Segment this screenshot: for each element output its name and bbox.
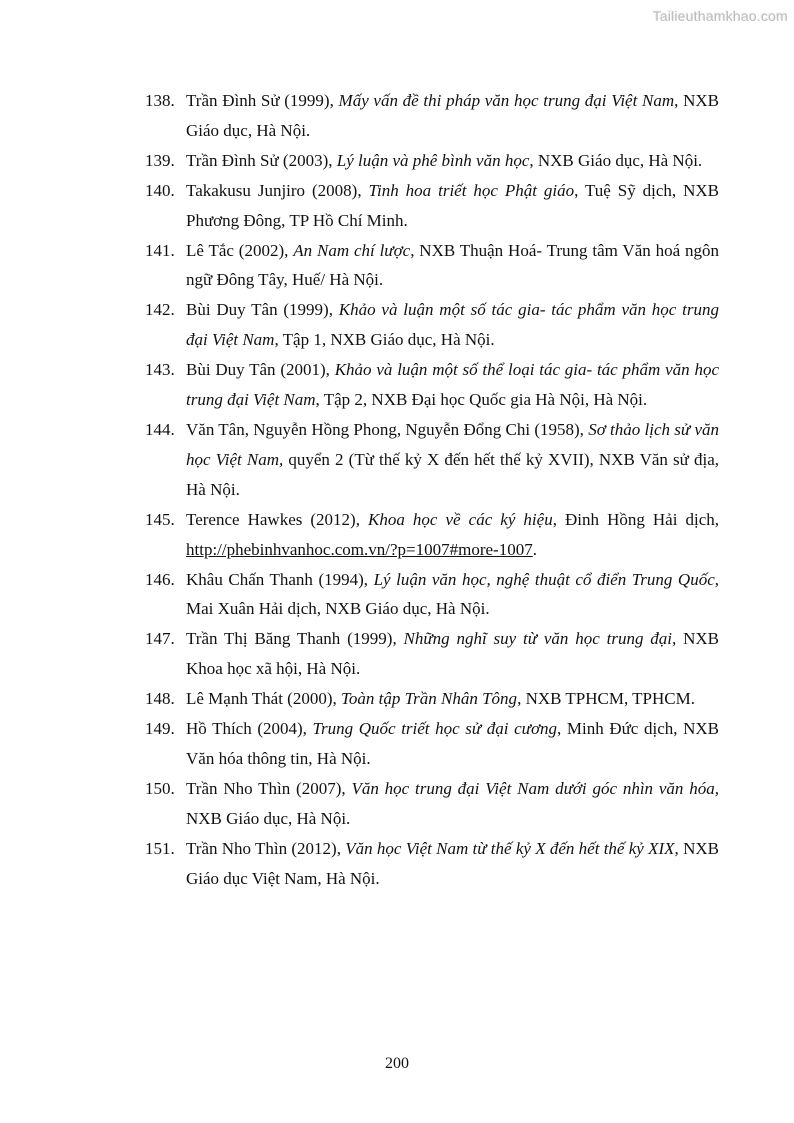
- reference-item: [145, 774, 719, 834]
- reference-item: [145, 295, 719, 355]
- reference-text-segment: Hồ Thích (2004),: [186, 719, 313, 739]
- reference-text-segment: Khâu Chấn Thanh (1994),: [186, 569, 374, 589]
- reference-number: 138.: [145, 91, 175, 110]
- reference-text-segment: , Mai Xuân Hải dịch, NXB Giáo dục, Hà Nội.: [186, 569, 719, 619]
- reference-number: 149.: [145, 719, 175, 739]
- page-number: 200: [385, 1055, 409, 1072]
- reference-number: 147.: [145, 629, 175, 649]
- reference-text-segment: Trần Đình Sử (1999),: [186, 91, 339, 110]
- reference-text-segment: Lê Mạnh Thát (2000),: [186, 689, 342, 709]
- reference-item: [145, 834, 719, 894]
- reference-text-segment: , NXB Giáo dục, Hà Nội.: [529, 150, 703, 170]
- reference-text-segment: , NXB Thuận Hoá- Trung tâm Văn hoá ngôn ngữ Đông Tây, Huế/ Hà Nội.: [186, 240, 719, 290]
- reference-item: [145, 565, 719, 625]
- reference-text-segment: Lý luận và phê bình văn học: [336, 150, 530, 170]
- reference-text-segment: NXB Giáo dục, Hà Nội.: [186, 808, 351, 828]
- reference-text-segment: Sơ thảo lịch sử văn học Việt Nam,: [186, 419, 719, 469]
- reference-url-link[interactable]: http://phebinhvanhoc.com.vn/?p=1007#more-1007: [186, 539, 533, 559]
- reference-text-segment: Takakusu Junjiro (2008),: [186, 180, 369, 200]
- reference-text-segment: , Tập 1, NXB Giáo dục, Hà Nội.: [274, 330, 495, 350]
- reference-item: [145, 236, 719, 296]
- reference-text-segment: Trần Nho Thìn (2012),: [186, 838, 346, 858]
- reference-text-segment: quyển 2 (Từ thế kỷ X đến hết thế kỷ XVII), NXB Văn sử địa, Hà Nội.: [186, 449, 719, 499]
- reference-text-segment: Toàn tập Trần Nhân Tông: [341, 689, 518, 709]
- reference-number: 145.: [145, 509, 175, 529]
- reference-text-segment: , Tập 2, NXB Đại học Quốc gia Hà Nội, Hà Nội.: [315, 390, 648, 410]
- reference-text-segment: Trần Nho Thìn (2007),: [186, 778, 352, 798]
- reference-text-segment: Trung Quốc triết học sử đại cương: [312, 719, 558, 739]
- reference-text-segment: .: [532, 539, 537, 559]
- reference-text-segment: An Nam chí lược: [293, 240, 411, 260]
- reference-text-segment: Lý luận văn học, nghệ thuật cổ điển Trung Quốc: [373, 569, 715, 589]
- reference-text-segment: Văn học trung đại Việt Nam dưới góc nhìn văn hóa,: [351, 778, 719, 798]
- reference-number: 143.: [145, 360, 175, 380]
- reference-number: 144.: [145, 419, 175, 439]
- reference-text-segment: Trần Thị Băng Thanh (1999),: [186, 629, 404, 649]
- reference-number: 141.: [145, 240, 175, 260]
- watermark: Tailieuthamkhao.com: [652, 8, 788, 24]
- reference-item: [145, 355, 719, 415]
- reference-text-segment: Bùi Duy Tân (1999),: [186, 300, 339, 320]
- reference-text-segment: Khoa học về các ký hiệu: [368, 509, 553, 529]
- reference-number: 139.: [145, 150, 175, 170]
- reference-text-segment: Khảo và luận một số tác gia- tác phẩm văn học trung đại Việt Nam: [186, 300, 719, 350]
- reference-text-segment: , NXB Giáo dục, Hà Nội.: [186, 91, 719, 140]
- reference-text-segment: Bùi Duy Tân (2001),: [186, 360, 335, 380]
- reference-text-segment: NXB Giáo dục Việt Nam, Hà Nội.: [186, 838, 719, 888]
- reference-text-segment: , Minh Đức dịch, NXB Văn hóa thông tin, Hà Nội.: [186, 719, 719, 768]
- reference-text-segment: , NXB TPHCM, TPHCM.: [517, 689, 695, 709]
- reference-number: 150.: [145, 778, 175, 798]
- reference-text-segment: Văn học Việt Nam từ thế kỷ X đến hết thế kỷ XIX,: [345, 838, 679, 858]
- reference-text-segment: , Đinh Hồng Hải dịch,: [552, 509, 720, 529]
- reference-text-segment: Lê Tắc (2002),: [186, 240, 294, 260]
- reference-text-segment: Văn Tân, Nguyễn Hồng Phong, Nguyễn Đổng Chi (1958),: [186, 419, 589, 439]
- reference-text-segment: , Tuệ Sỹ dịch, NXB Phương Đông, TP Hồ Chí Minh.: [186, 180, 719, 230]
- reference-list: [145, 86, 719, 893]
- reference-item: [145, 176, 719, 236]
- reference-item: [145, 505, 719, 565]
- reference-item: [145, 684, 719, 714]
- reference-item: [145, 146, 719, 176]
- reference-item: [145, 415, 719, 505]
- reference-text-segment: Khảo và luận một số thể loại tác gia- tác phẩm văn học trung đại Việt Nam: [186, 360, 719, 410]
- reference-number: 140.: [145, 180, 175, 200]
- reference-number: 151.: [145, 838, 175, 858]
- reference-text-segment: Trần Đình Sử (2003),: [186, 150, 337, 170]
- reference-text-segment: NXB Khoa học xã hội, Hà Nội.: [186, 629, 719, 679]
- reference-text-segment: Tinh hoa triết học Phật giáo: [368, 180, 575, 200]
- reference-text-segment: Mấy vấn đề thi pháp văn học trung đại Việt Nam: [338, 91, 675, 110]
- reference-item: [145, 86, 719, 146]
- reference-item: [145, 714, 719, 774]
- reference-text-segment: Những nghĩ suy từ văn học trung đại,: [403, 629, 677, 649]
- reference-number: 148.: [145, 689, 175, 709]
- reference-text-segment: Terence Hawkes (2012),: [186, 509, 369, 529]
- reference-item: [145, 624, 719, 684]
- reference-number: 146.: [145, 569, 175, 589]
- reference-number: 142.: [145, 300, 175, 320]
